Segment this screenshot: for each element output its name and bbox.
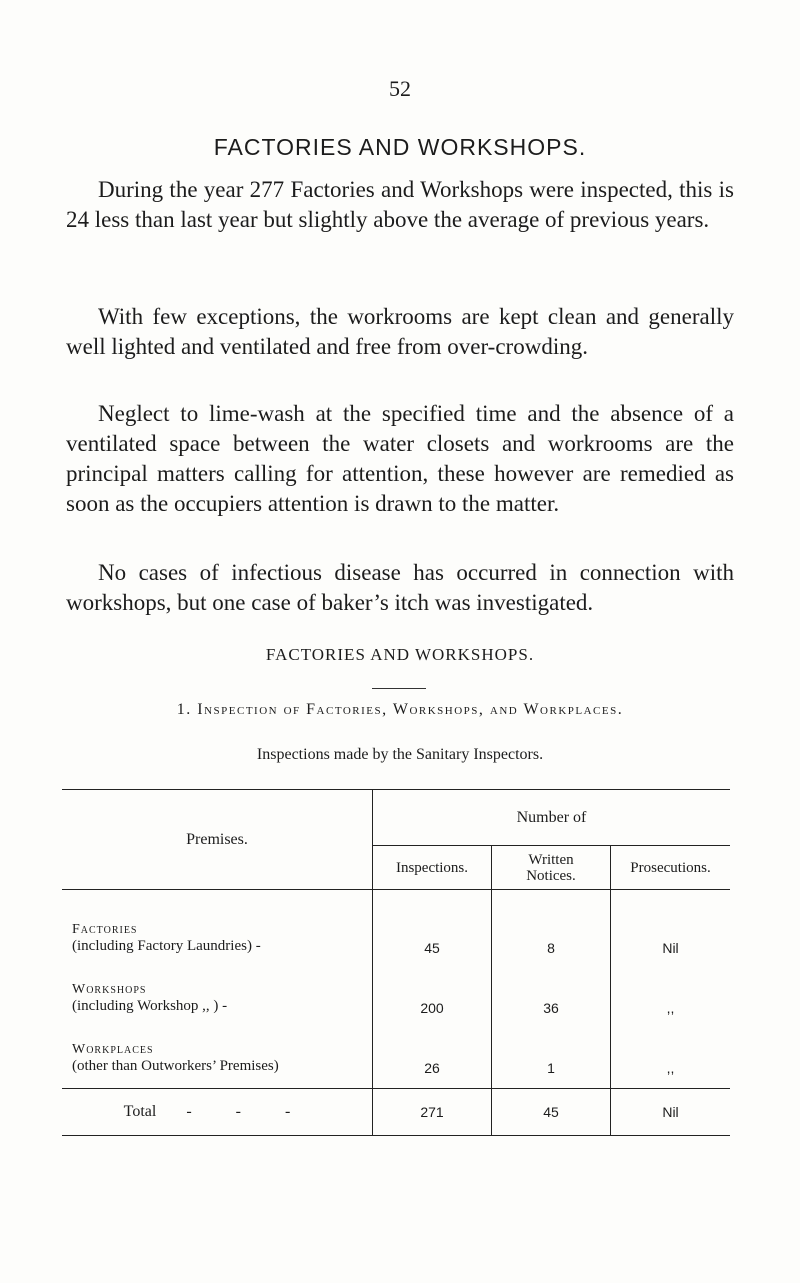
category-label: Workplaces bbox=[72, 1042, 154, 1057]
total-notices: 45 bbox=[492, 1089, 611, 1136]
section-title: 1. Inspection of Factories, Workshops, and Workplaces. bbox=[176, 701, 624, 718]
inspections-value: 45 bbox=[424, 940, 440, 956]
total-row bbox=[62, 1089, 730, 1136]
notices-value: 1 bbox=[492, 1022, 611, 1089]
total-prosecutions: Nil bbox=[611, 1089, 731, 1136]
subheading: FACTORIES AND WORKSHOPS. bbox=[265, 645, 535, 664]
inspections-value: 200 bbox=[420, 1000, 444, 1016]
inspections-table bbox=[62, 789, 730, 1136]
category-description: (other than Outworkers’ Premises) bbox=[72, 1058, 279, 1074]
divider bbox=[372, 688, 426, 689]
paragraph-infectious-disease: No cases of infectious disease has occurred in connection with workshops, but one case of baker’s itch was investigated. bbox=[66, 560, 734, 615]
category-description: (including Factory Laundries) - bbox=[72, 938, 261, 954]
total-label: Total bbox=[123, 1103, 157, 1120]
table-row bbox=[62, 1022, 730, 1089]
premises-header: Premises. bbox=[62, 790, 373, 890]
total-label-cell bbox=[62, 1089, 373, 1136]
written-notices-header-line1: Written bbox=[528, 851, 574, 868]
prosecutions-header: Prosecutions. bbox=[611, 846, 731, 890]
notices-value: 36 bbox=[492, 962, 611, 1022]
prosecutions-value: ,, bbox=[666, 1060, 675, 1076]
category-label: Workshops bbox=[72, 982, 147, 997]
category-description: (including Workshop ,, ) - bbox=[72, 998, 228, 1014]
number-of-header: Number of bbox=[373, 790, 731, 846]
page-title: FACTORIES AND WORKSHOPS. bbox=[213, 134, 587, 160]
page-number: 52 bbox=[389, 76, 411, 101]
paragraph-inspections: During the year 277 Factories and Workshops were inspected, this is 24 less than last year but slightly above the average of previous years. bbox=[66, 177, 734, 232]
row-label bbox=[62, 1022, 373, 1089]
table-caption: Inspections made by the Sanitary Inspectors. bbox=[256, 746, 544, 763]
prosecutions-value: ,, bbox=[666, 1000, 675, 1016]
table-row bbox=[62, 890, 730, 963]
row-label bbox=[62, 962, 373, 1022]
written-notices-header bbox=[492, 846, 611, 890]
total-inspections: 271 bbox=[373, 1089, 492, 1136]
table-row bbox=[62, 962, 730, 1022]
notices-value: 8 bbox=[492, 890, 611, 963]
paragraph-lime-wash: Neglect to lime-wash at the specified time and the absence of a ventilated space between the water closets and workrooms are the principal matters calling for attention, these however are remedied as soon as the occupiers attention is drawn to the matter. bbox=[66, 401, 734, 516]
category-label: Factories bbox=[72, 922, 138, 937]
inspections-value: 26 bbox=[424, 1060, 440, 1076]
prosecutions-value: Nil bbox=[662, 940, 679, 956]
total-leader-dashes: - - - bbox=[186, 1103, 311, 1120]
written-notices-header-line2: Notices. bbox=[526, 867, 576, 884]
paragraph-workrooms: With few exceptions, the workrooms are kept clean and generally well lighted and ventilated and free from over-crowding. bbox=[66, 304, 734, 359]
row-label bbox=[62, 890, 373, 963]
inspections-header: Inspections. bbox=[373, 846, 492, 890]
